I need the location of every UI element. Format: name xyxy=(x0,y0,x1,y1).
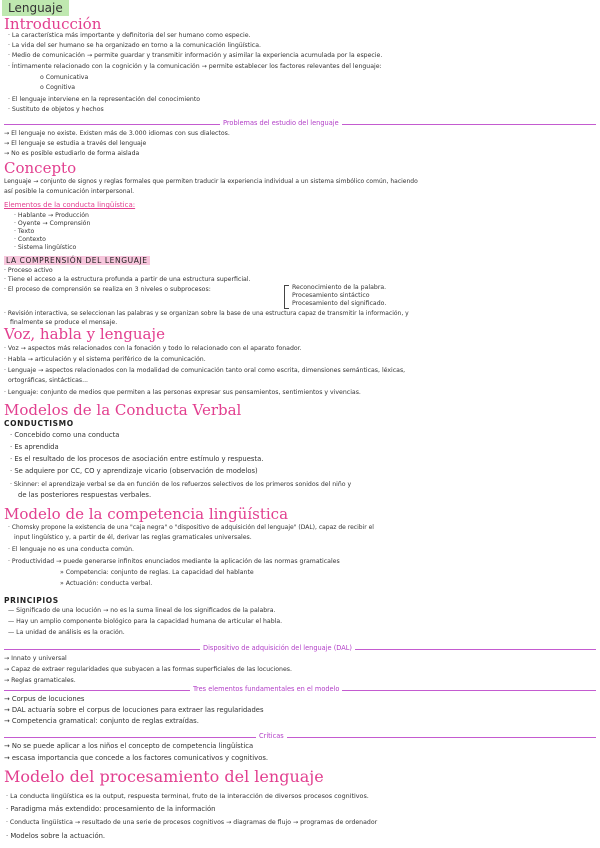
criticas-line: → escasa importancia que concede a los factores comunicativos y cognitivos. xyxy=(4,754,269,762)
competencia-heading: Modelo de la competencia lingüística xyxy=(4,505,289,523)
intro-heading: Introducción xyxy=(4,15,102,33)
competencia-line: input lingüístico y, a partir de él, derivar las reglas gramaticales universales. xyxy=(14,534,252,541)
subprocess-brace xyxy=(284,285,289,309)
competencia-line: » Competencia: conjunto de reglas. La capacidad del hablante xyxy=(60,569,254,576)
concepto-line: así posible la comunicación interpersonal. xyxy=(4,188,135,195)
criticas-line: → No se puede aplicar a los niños el concepto de competencia lingüística xyxy=(4,742,254,750)
section-divider xyxy=(4,737,596,738)
subproceso-item: Procesamiento del significado. xyxy=(292,300,387,307)
voz-heading: Voz, habla y lenguaje xyxy=(4,325,165,343)
intro-line: o Comunicativa xyxy=(40,74,89,81)
comprension-heading: LA COMPRENSIÓN DEL LENGUAJE xyxy=(6,256,148,265)
principios-line: — La unidad de análisis es la oración. xyxy=(8,629,125,636)
voz-line: · Lenguaje → aspectos relacionados con la modalidad de comunicación tanto oral como escrita, dimensiones semánticas, léxicas, xyxy=(4,367,406,374)
comprension-line: · Proceso activo xyxy=(4,267,53,274)
modelos-heading: Modelos de la Conducta Verbal xyxy=(4,401,242,419)
conductismo-line: · Skinner: el aprendizaje verbal se da en función de los refuerzos selectivos de los primeros sonidos del niño y xyxy=(10,481,352,488)
intro-line: · El lenguaje interviene en la representación del conocimiento xyxy=(8,96,201,103)
competencia-line: · Chomsky propone la existencia de una "caja negra" o "dispositivo de adquisición del lenguaje" (DAL), capaz de recibir el xyxy=(8,524,374,531)
intro-line: · Íntimamente relacionado con la cognición y la comunicación → permite establecer los factores relevantes del lenguaje: xyxy=(8,63,382,70)
elementos-item: · Contexto xyxy=(14,236,46,243)
comprension-line: finalmente se produce el mensaje. xyxy=(10,319,118,326)
concepto-heading: Concepto xyxy=(4,159,77,177)
conductismo-line: · Se adquiere por CC, CO y aprendizaje vicario (observación de modelos) xyxy=(10,467,258,475)
intro-line: o Cognitiva xyxy=(40,84,76,91)
voz-line: · Voz → aspectos más relacionados con la fonación y todo lo relacionado con el aparato fonador. xyxy=(4,345,302,352)
problemas-line: → El lenguaje se estudia a través del lenguaje xyxy=(4,140,147,147)
conductismo-line: · Concebido como una conducta xyxy=(10,431,120,439)
procesamiento-line: · Modelos sobre la actuación. xyxy=(6,832,106,840)
procesamiento-line: · Conducta lingüística → resultado de una serie de procesos cognitivos → diagramas de flujo → programas de ordenador xyxy=(6,819,378,826)
tres-line: → DAL actuaría sobre el corpus de locuciones para extraer las regularidades xyxy=(4,706,264,714)
comprension-line: · El proceso de comprensión se realiza en 3 niveles o subprocesos: xyxy=(4,286,211,293)
voz-line: · Lenguaje: conjunto de medios que permiten a las personas expresar sus pensamientos, sentimientos y vivencias. xyxy=(4,389,361,396)
dal-line: → Capaz de extraer regularidades que subyacen a las formas superficiales de las locuciones. xyxy=(4,666,292,673)
comprension-line: · Tiene el acceso a la estructura profunda a partir de una estructura superficial. xyxy=(4,276,251,283)
procesamiento-line: · Paradigma más extendido: procesamiento de la información xyxy=(6,805,216,813)
elementos-item: · Sistema lingüístico xyxy=(14,244,77,251)
elementos-item: · Texto xyxy=(14,228,35,235)
problemas-line: → El lenguaje no existe. Existen más de 3.000 idiomas con sus dialectos. xyxy=(4,130,230,137)
dal-line: → Innato y universal xyxy=(4,655,67,662)
principios-heading: PRINCIPIOS xyxy=(4,596,59,605)
problemas-line: → No es posible estudiarlo de forma aislada xyxy=(4,150,140,157)
comprension-line: · Revisión interactiva, se seleccionan las palabras y se organizan sobre la base de una estructura capaz de transmitir la información, y xyxy=(4,310,409,317)
conductismo-heading: CONDUCTISMO xyxy=(4,419,74,428)
divider-label: Dispositivo de adquisición del lenguaje (DAL) xyxy=(200,644,355,652)
voz-line: · Habla → articulación y el sistema periférico de la comunicación. xyxy=(4,356,206,363)
intro-line: · Medio de comunicación → permite guardar y transmitir información y asimilar la experiencia acumulada por la especie. xyxy=(8,52,383,59)
procesamiento-line: · La conducta lingüística es la output, respuesta terminal, fruto de la interacción de diversos procesos cognitivos. xyxy=(6,792,369,800)
elementos-item: · Oyente → Comprensión xyxy=(14,220,91,227)
intro-line: · La característica más importante y definitoria del ser humano como especie. xyxy=(8,32,251,39)
subproceso-item: Reconocimiento de la palabra. xyxy=(292,284,387,291)
competencia-line: » Actuación: conducta verbal. xyxy=(60,580,153,587)
concepto-line: Lenguaje → conjunto de signos y reglas formales que permiten traducir la experiencia individual a un sistema simbólico común, haciendo xyxy=(4,178,418,185)
conductismo-line: · Es aprendida xyxy=(10,443,59,451)
divider-label: Tres elementos fundamentales en el modelo xyxy=(190,685,342,693)
intro-line: · La vida del ser humano se ha organizado en torno a la comunicación lingüística. xyxy=(8,42,261,49)
principios-line: — Hay un amplio componente biológico para la capacidad humana de articular el habla. xyxy=(8,618,283,625)
elementos-item: · Hablante → Producción xyxy=(14,212,89,219)
tres-line: → Corpus de locuciones xyxy=(4,695,85,703)
page-title: Lenguaje xyxy=(2,0,69,16)
procesamiento-heading: Modelo del procesamiento del lenguaje xyxy=(4,767,324,786)
principios-line: — Significado de una locución → no es la suma lineal de los significados de la palabra. xyxy=(8,607,276,614)
competencia-line: · Productividad → puede generarse infinitos enunciados mediante la aplicación de las normas gramaticales xyxy=(8,558,340,565)
intro-line: · Sustituto de objetos y hechos xyxy=(8,106,104,113)
tres-line: → Competencia gramatical: conjunto de reglas extraídas. xyxy=(4,717,199,725)
subproceso-item: Procesamiento sintáctico xyxy=(292,292,370,299)
divider-label: Problemas del estudio del lenguaje xyxy=(220,119,342,127)
competencia-line: · El lenguaje no es una conducta común. xyxy=(8,546,134,553)
voz-line: ortográficas, sintácticas... xyxy=(8,377,88,384)
conductismo-line: de las posteriores respuestas verbales. xyxy=(18,491,152,499)
divider-label: Críticas xyxy=(256,732,287,740)
elementos-heading: Elementos de la conducta lingüística: xyxy=(4,201,136,209)
dal-line: → Reglas gramaticales. xyxy=(4,677,76,684)
conductismo-line: · Es el resultado de los procesos de asociación entre estímulo y respuesta. xyxy=(10,455,264,463)
